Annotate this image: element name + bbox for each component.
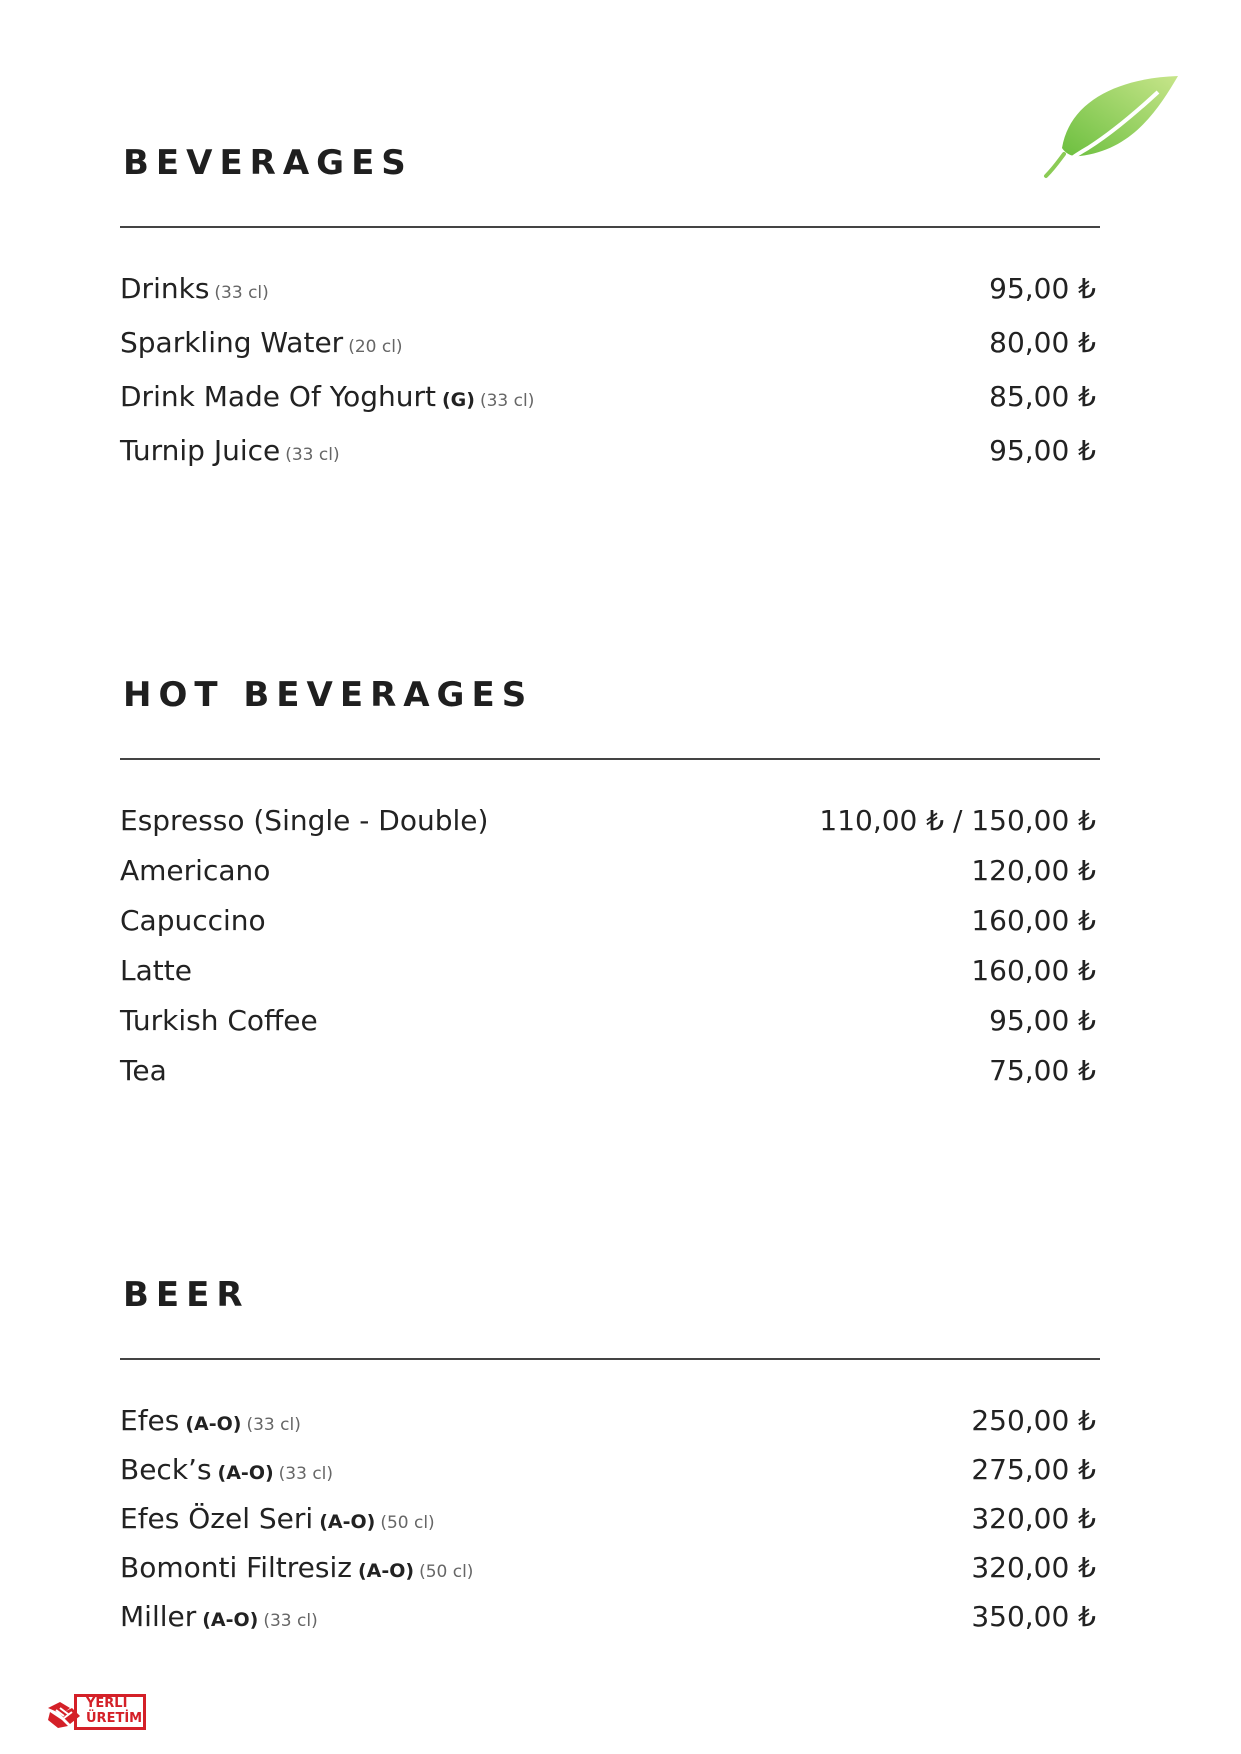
section-title: BEVERAGES (123, 143, 413, 183)
menu-item (120, 1404, 1100, 1442)
divider (120, 226, 1100, 228)
item-tag: (G) (442, 389, 475, 411)
item-name: Americano (120, 854, 271, 887)
item-name: Latte (120, 954, 192, 987)
item-name: Efes Özel Seri (120, 1502, 314, 1535)
badge-line-2: ÜRETİM (86, 1711, 143, 1726)
menu-item (120, 1551, 1100, 1589)
menu-item (120, 804, 1100, 838)
menu-item (120, 854, 1100, 888)
item-price: 160,00 ₺ (971, 954, 1096, 987)
item-price: 320,00 ₺ (971, 1502, 1096, 1535)
item-price: 250,00 ₺ (971, 1404, 1096, 1437)
menu-item (120, 434, 1100, 472)
menu-item (120, 904, 1100, 938)
item-price: 110,00 ₺ / 150,00 ₺ (819, 804, 1096, 837)
item-price: 85,00 ₺ (989, 380, 1096, 413)
item-volume: (33 cl) (214, 283, 269, 303)
item-name: Sparkling Water (120, 326, 344, 359)
menu-item (120, 272, 1100, 310)
item-price: 120,00 ₺ (971, 854, 1096, 887)
item-name: Drink Made Of Yoghurt (120, 380, 436, 413)
section-hot-beverages (120, 672, 1100, 1104)
menu-item (120, 326, 1100, 364)
item-price: 160,00 ₺ (971, 904, 1096, 937)
divider (120, 758, 1100, 760)
item-volume: (33 cl) (278, 1464, 334, 1484)
item-name: Tea (120, 1054, 167, 1087)
item-volume: (33 cl) (263, 1611, 318, 1631)
item-price: 95,00 ₺ (989, 272, 1096, 305)
handshake-icon (46, 1698, 88, 1730)
menu-item (120, 1600, 1100, 1638)
section-title: BEER (123, 1275, 250, 1315)
item-volume: (33 cl) (479, 391, 535, 411)
section-title: HOT BEVERAGES (123, 675, 534, 715)
item-name: Efes (120, 1404, 180, 1437)
menu-item (120, 1453, 1100, 1491)
item-name: Miller (120, 1600, 197, 1633)
item-price: 320,00 ₺ (971, 1551, 1096, 1584)
badge-line-1: YERLİ (86, 1696, 128, 1711)
yerli-uretim-badge (46, 1692, 152, 1734)
item-name: Bomonti Filtresiz (120, 1551, 352, 1584)
item-tag: (A-O) (202, 1609, 259, 1631)
item-volume: (33 cl) (246, 1415, 301, 1435)
item-price: 350,00 ₺ (971, 1600, 1096, 1633)
item-tag: (A-O) (357, 1560, 415, 1582)
item-name: Turnip Juice (120, 434, 281, 467)
menu-item (120, 954, 1100, 988)
item-volume: (50 cl) (380, 1513, 435, 1533)
item-tag: (A-O) (319, 1511, 376, 1533)
item-price: 95,00 ₺ (989, 434, 1096, 467)
item-name: Espresso (Single - Double) (120, 804, 489, 837)
menu-item (120, 380, 1100, 418)
item-name: Drinks (120, 272, 210, 305)
section-beer (120, 1272, 1100, 1649)
menu-item (120, 1004, 1100, 1038)
item-name: Beck’s (120, 1453, 212, 1486)
item-volume: (33 cl) (285, 445, 340, 465)
item-volume: (50 cl) (419, 1562, 474, 1582)
item-price: 80,00 ₺ (989, 326, 1096, 359)
item-tag: (A-O) (217, 1462, 274, 1484)
menu-item (120, 1054, 1100, 1088)
section-beverages (120, 140, 1100, 488)
item-name: Capuccino (120, 904, 266, 937)
item-name: Turkish Coffee (120, 1004, 318, 1037)
item-price: 95,00 ₺ (989, 1004, 1096, 1037)
item-price: 75,00 ₺ (989, 1054, 1096, 1087)
menu-item (120, 1502, 1100, 1540)
item-price: 275,00 ₺ (971, 1453, 1096, 1486)
divider (120, 1358, 1100, 1360)
item-tag: (A-O) (185, 1413, 242, 1435)
item-volume: (20 cl) (348, 337, 403, 357)
